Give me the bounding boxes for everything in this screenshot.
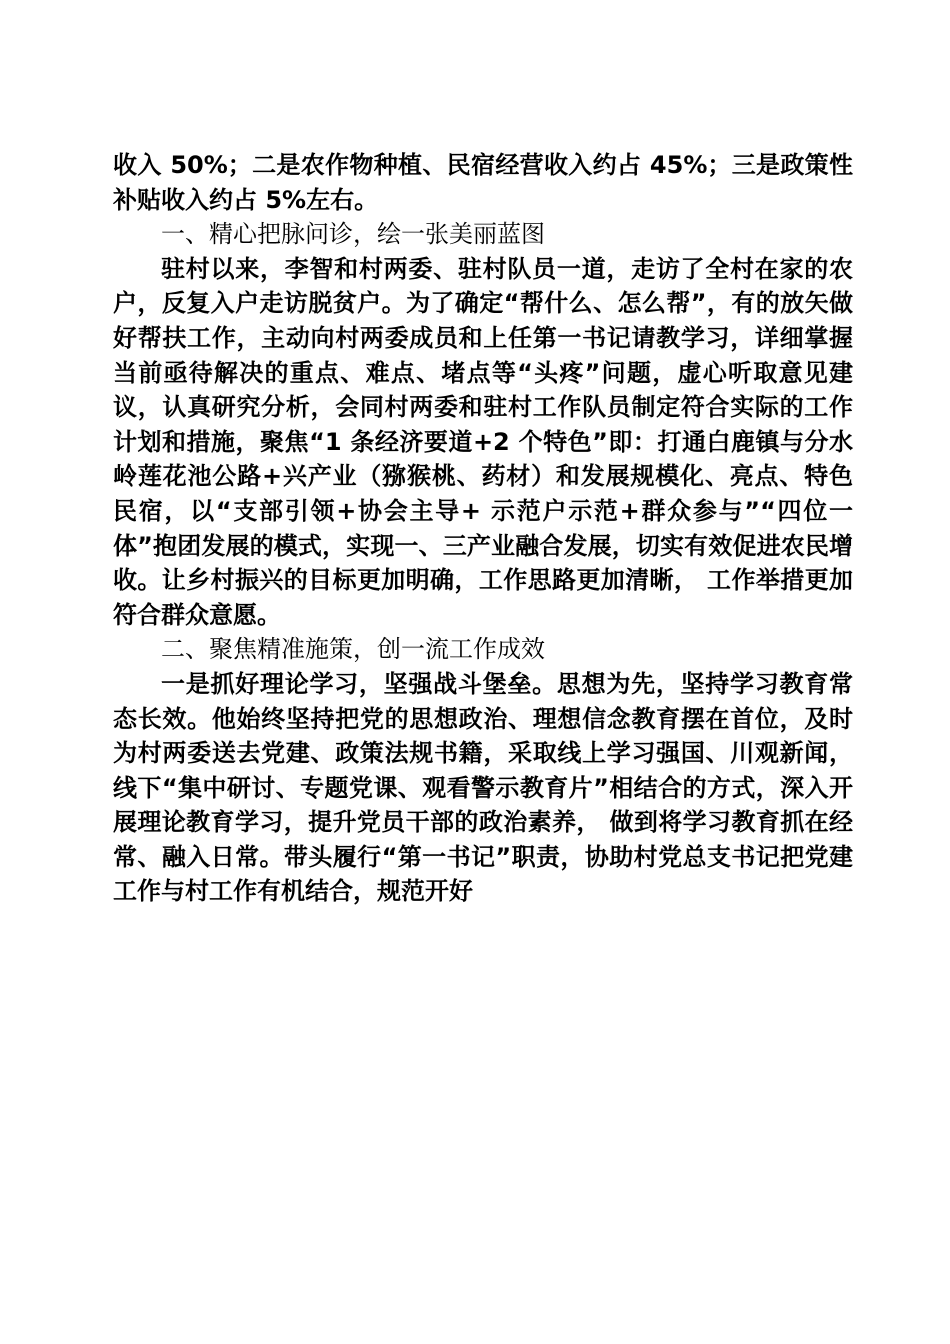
paragraph-village-visits: 驻村以来，李智和村两委、驻村队员一道，走访了全村在家的农户，反复入户走访脱贫户。为了确定“帮什么、怎么帮”，有的放矢做好帮扶工作，主动向村两委成员和上任第一书记请教学习，详细掌握当前亟待解决的重点、难点、堵点等“头疼”问题，虚心听取意见建议，认真研究分析，会同村两委和驻村工作队员制定符合实际的工作计划和措施，聚焦“1 条经济要道+2 个特色”即：打通白鹿镇与分水岭莲花池公路+兴产业（猕猴桃、药材）和发展规模化、亮点、特色民宿，以“支部引领+协会主导+ 示范户示范+群众参与”“四位一体”抱团发展的模式，实现一、三产业融合发展，切实有效促进农民增收。让乡村振兴的目标更加明确，工作思路更加清晰， 工作举措更加符合群众意愿。 — [113, 254, 853, 629]
paragraph-theory-study: 一是抓好理论学习，坚强战斗堡垒。思想为先，坚持学习教育常态长效。他始终坚持把党的思想政治、理想信念教育摆在首位，及时为村两委送去党建、政策法规书籍，采取线上学习强国、川观新闻，线下“集中研讨、专题党课、观看警示教育片”相结合的方式，深入开展理论教育学习，提升党员干部的政治素养， 做到将学习教育抓在经常、融入日常。带头履行“第一书记”职责，协助村党总支书记把党建工作与村工作有机结合，规范开好 — [113, 669, 853, 906]
section-heading-2: 二、聚焦精准施策，创一流工作成效 — [161, 635, 545, 664]
section-heading-1: 一、精心把脉问诊，绘一张美丽蓝图 — [161, 220, 545, 249]
paragraph-income-continuation: 收入 50%；二是农作物种植、民宿经营收入约占 45%；三是政策性补贴收入约占 5%左右。 — [113, 151, 853, 214]
document-body — [113, 148, 853, 909]
